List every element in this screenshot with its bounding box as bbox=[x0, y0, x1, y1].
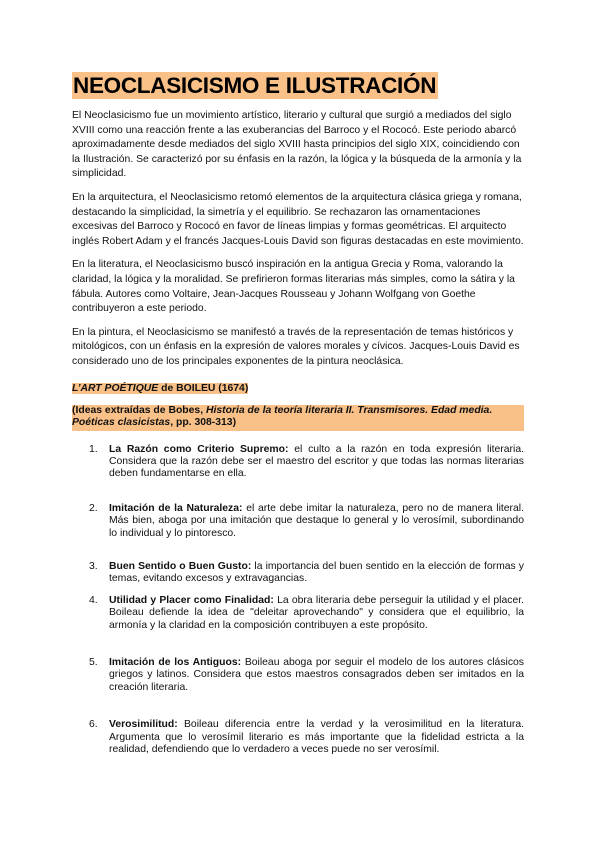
list-item bbox=[72, 444, 524, 481]
list-item-text: el arte debe imitar la naturaleza, pero no de manera literal. Más bien, aboga por una imitación que destaque lo general y lo verosímil, subordinando lo individual y lo pintoresco. bbox=[109, 502, 524, 539]
section-heading-rest: de BOILEU (1674) bbox=[158, 382, 249, 394]
list-item-number: 2. bbox=[89, 502, 98, 514]
source-italic: Historia de la teoría literaria II. Transmisores. Edad media. Poéticas clasicistas bbox=[72, 404, 493, 428]
list-item-term: Imitación de los Antiguos: bbox=[109, 656, 242, 668]
list-item bbox=[72, 595, 524, 632]
source-prefix: (Ideas extraídas de Bobes, bbox=[72, 404, 206, 416]
intro-paragraph: El Neoclasicismo fue un movimiento artístico, literario y cultural que surgió a mediados del siglo XVIII como una reacción frente a las exuberancias del Barroco y el Rococó. Este periodo abarcó aproximadamente desde mediados del siglo XVIII hasta principios del siglo XIX, coincidiendo con la Ilustración. Se caracterizó por su énfasis en la razón, la lógica y la búsqueda de la armonía y la simplicidad. bbox=[72, 110, 522, 180]
list-item-term: Buen Sentido o Buen Gusto: bbox=[109, 560, 252, 572]
list-item-text: la importancia del buen sentido en la elección de formas y temas, evitando excesos y extravagancias. bbox=[109, 560, 524, 585]
literature-paragraph: En la literatura, el Neoclasicismo buscó inspiración en la antigua Grecia y Roma, valorando la claridad, la lógica y la moralidad. Se prefirieron formas literarias más simples, como la sátira y la fábula. Autores como Voltaire, Jean-Jacques Rousseau y Johann Wolfgang von Goethe contribuyeron a este periodo. bbox=[72, 259, 515, 315]
document-page bbox=[72, 72, 524, 756]
list-item bbox=[72, 657, 524, 694]
list-item-text: Boileau aboga por seguir el modelo de los autores clásicos griegos y latinos. Considera que estos maestros consagrados deben ser imitados en la creación literaria. bbox=[109, 656, 524, 693]
page-title: NEOCLASICISMO E ILUSTRACIÓN bbox=[73, 73, 437, 98]
list-item bbox=[72, 503, 524, 540]
list-item-term: La Razón como Criterio Supremo: bbox=[109, 443, 289, 455]
source-suffix: , pp. 308-313) bbox=[170, 417, 237, 428]
list-item-number: 1. bbox=[89, 443, 98, 455]
source-note bbox=[72, 405, 524, 431]
principles-list bbox=[72, 444, 524, 757]
list-item-number: 4. bbox=[89, 594, 98, 606]
list-item-text: La obra literaria debe perseguir la utilidad y el placer. Boileau defiende la idea de "deleitar aprovechando" y considera que el equilibrio, la armonía y la claridad en la composición contribuyen a este propósito. bbox=[109, 594, 525, 631]
list-item-number: 5. bbox=[89, 656, 98, 668]
list-item-term: Utilidad y Placer como Finalidad: bbox=[109, 594, 274, 606]
list-item-term: Verosimilitud: bbox=[109, 719, 178, 731]
list-item bbox=[72, 561, 524, 586]
list-item bbox=[72, 719, 524, 756]
section-heading bbox=[72, 382, 524, 396]
list-item-text: el culto a la razón en toda expresión literaria. Considera que la razón debe ser el maestro del escritor y que todas las normas literarias deben fundamentarse en ella. bbox=[109, 443, 524, 480]
architecture-paragraph: En la arquitectura, el Neoclasicismo retomó elementos de la arquitectura clásica griega y romana, destacando la simplicidad, la simetría y el equilibrio. Se rechazaron las ornamentaciones excesivas del Barroco y Rococó en favor de líneas limpias y formas geométricas. El arquitecto inglés Robert Adam y el francés Jacques-Louis David son figuras destacadas en este movimiento. bbox=[72, 191, 524, 247]
list-item-term: Imitación de la Naturaleza: bbox=[109, 502, 243, 514]
list-item-number: 6. bbox=[89, 719, 98, 731]
list-item-number: 3. bbox=[89, 560, 98, 572]
list-item-text: Boileau diferencia entre la verdad y la verosimilitud en la literatura. Argumenta que lo verosímil literario es más importante que la fidelidad estricta a la realidad, defendiendo que lo verdadero a veces puede no ser verosímil. bbox=[109, 719, 524, 755]
painting-paragraph: En la pintura, el Neoclasicismo se manifestó a través de la representación de temas históricos y mitológicos, con un énfasis en la expresión de valores morales y cívicos. Jacques-Louis David es considerado uno de los principales exponentes de la pintura neoclásica. bbox=[72, 326, 520, 367]
section-heading-italic: L’ART POÉTIQUE bbox=[72, 382, 159, 394]
